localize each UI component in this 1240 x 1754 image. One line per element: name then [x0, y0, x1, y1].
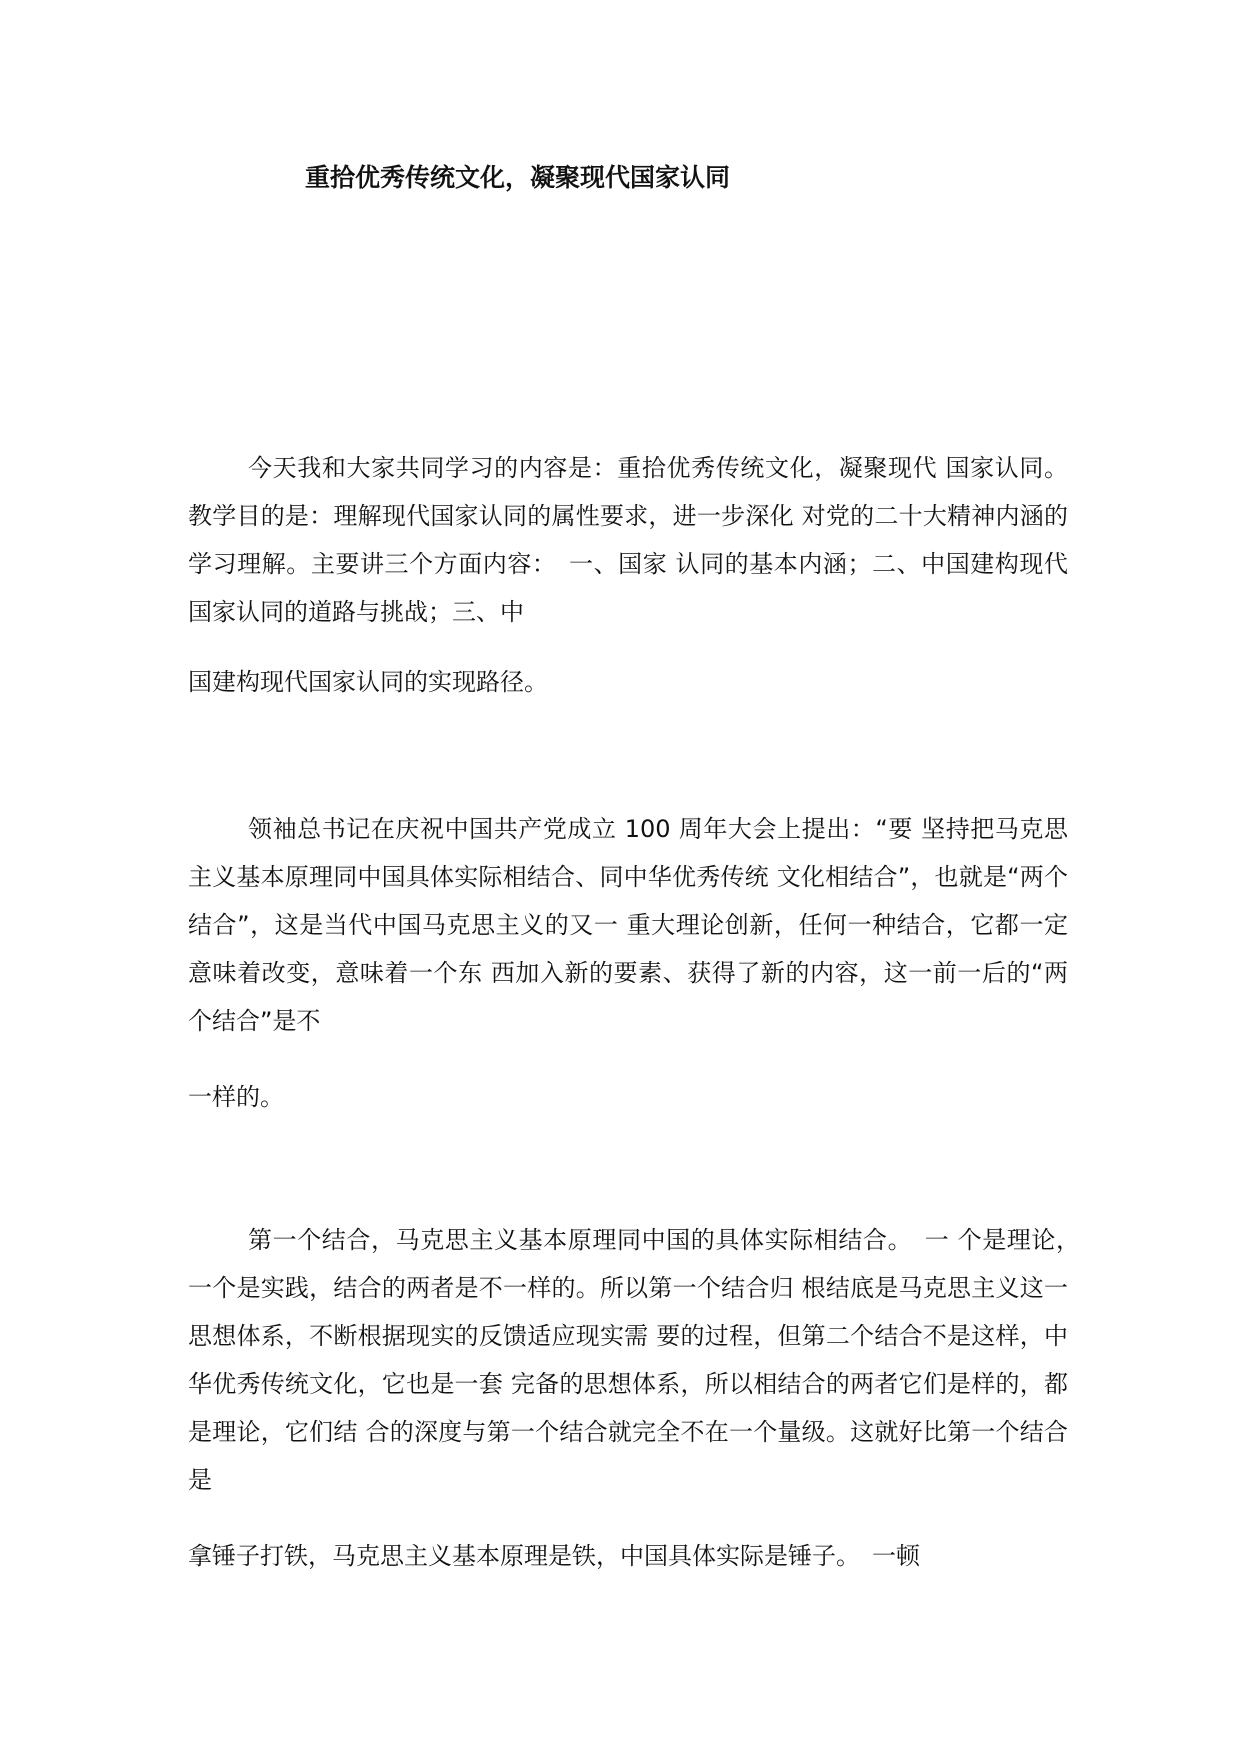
- paragraph-3: 第一个结合，马克思主义基本原理同中国的具体实际相结合。 一 个是理论， 一个是实践，结合的两者是不一样的。所以第一个结合归 根结底是马克思主义这一思想体系，不断根据现实的反馈适应现实需 要的过程，但第二个结合不是这样，中华优秀传统文化，它也是一套 完备的思想体系，所以相结合的两者它们是样的，都是理论，它们结 合的深度与第一个结合就完全不在一个量级。这就好比第一个结合是: [188, 1226, 1092, 1494]
- paragraph-2-tail: 一样的。: [188, 1083, 284, 1111]
- paragraph-3-tail: 拿锤子打铁，马克思主义基本原理是铁，中国具体实际是锤子。 一顿: [188, 1542, 920, 1570]
- paragraph-1: 今天我和大家共同学习的内容是：重拾优秀传统文化，凝聚现代 国家认同。教学目的是：理解现代国家认同的属性要求，进一步深化 对党的二十大精神内涵的学习理解。主要讲三个方面内容： 一、国家 认同的基本内涵；二、中国建构现代国家认同的道路与挑战；三、中: [188, 454, 1068, 626]
- paragraph-2: 领袖总书记在庆祝中国共产党成立 100 周年大会上提出：“要 坚持把马克思主义基本原理同中国具体实际相结合、同中华优秀传统 文化相结合”，也就是“两个结合”，这是当代中国马克思主义的又一 重大理论创新，任何一种结合，它都一定意味着改变，意味着一个东 西加入新的要素、获得了新的内容，这一前一后的“两个结合”是不: [188, 815, 1068, 1035]
- document-title: 重拾优秀传统文化，凝聚现代国家认同: [305, 163, 731, 192]
- paragraph-1-tail: 国建构现代国家认同的实现路径。: [188, 668, 548, 696]
